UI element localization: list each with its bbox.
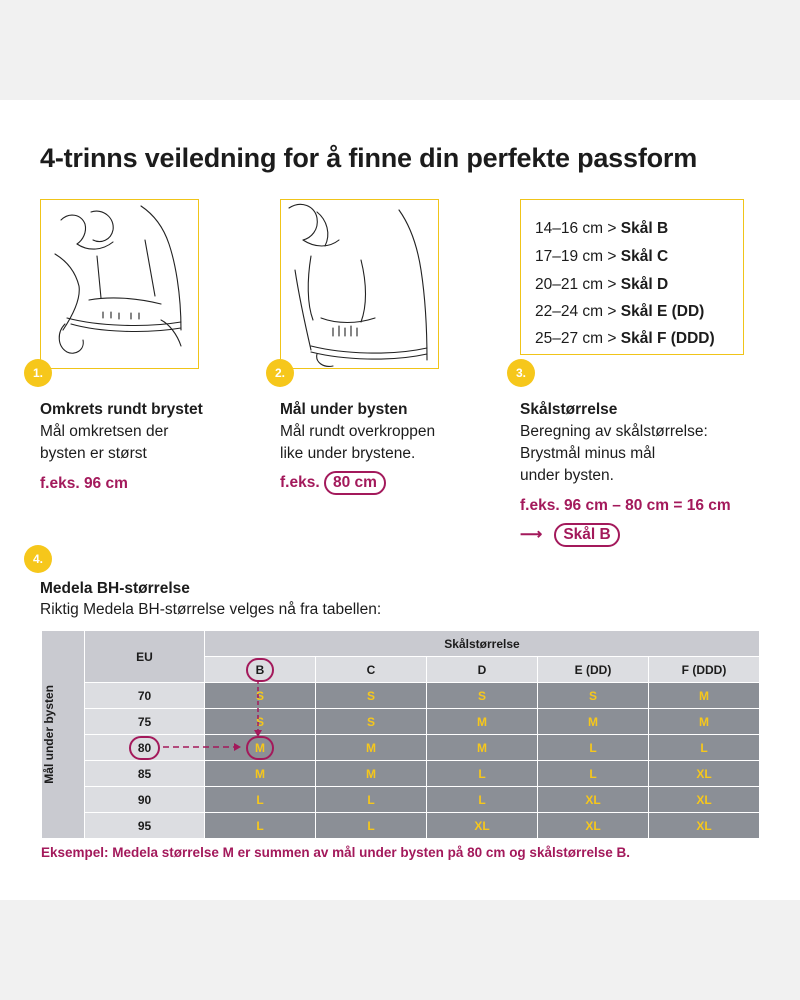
cup-header-d: D [427,657,538,683]
size-cell: L [649,735,760,761]
size-cell: L [538,735,649,761]
size-cell: XL [649,761,760,787]
example-prefix: f.eks. [280,474,320,491]
eu-size: 75 [85,709,205,735]
size-cell: S [205,709,316,735]
size-cell: XL [649,813,760,839]
cup-range: 17–19 cm > [535,248,617,265]
size-highlight: M [246,736,274,760]
result-highlight: Skål B [554,523,619,547]
cup-label: Skål E (DD) [620,303,705,320]
step-line: Brystmål minus mål [520,445,656,462]
size-cell: M [649,683,760,709]
step-line: like under brystene. [280,445,416,462]
cup-range: 14–16 cm > [535,220,617,237]
size-cell: XL [538,787,649,813]
arrow-right-icon [234,743,241,751]
size-guide-card [0,100,800,900]
step-4-badge: 4. [24,545,52,573]
step-heading: Omkrets rundt brystet [40,401,203,418]
cup-header-f: F (DDD) [649,657,760,683]
side-label: Mål under bysten [42,685,56,784]
size-cell: L [316,813,427,839]
eu-size: 85 [85,761,205,787]
size-cell: L [316,787,427,813]
size-cell: S [316,709,427,735]
size-cell: M [205,761,316,787]
guide-arrows [0,100,800,900]
step-example: f.eks. 96 cm – 80 cm = 16 cm [520,497,731,514]
step-3-badge: 3. [507,359,535,387]
cup-label: Skål D [620,276,669,293]
size-cell: L [538,761,649,787]
eu-size: 95 [85,813,205,839]
cup-label: Skål F (DDD) [620,330,715,347]
size-cell: M [538,709,649,735]
cup-label: Skål B [620,220,669,237]
size-cell: S [538,683,649,709]
size-cell: L [205,787,316,813]
cup-range: 20–21 cm > [535,276,617,293]
size-cell: XL [427,813,538,839]
step-line: under bysten. [520,467,614,484]
step-heading: Mål under bysten [280,401,408,418]
step-2-badge: 2. [266,359,294,387]
eu-size: 70 [85,683,205,709]
size-cell: M [316,761,427,787]
step-line: Beregning av skålstørrelse: [520,423,708,440]
example-note: Eksempel: Medela størrelse M er summen av mål under bysten på 80 cm og skålstørrelse B. [41,845,630,860]
cup-range: 22–24 cm > [535,303,617,320]
arrow-right-icon: ⟶ [520,526,543,543]
step-4-heading: Medela BH-størrelse [40,580,190,597]
cup-label: Skål C [620,248,669,265]
size-cell: M [427,735,538,761]
example-value-highlight: 80 cm [324,471,386,495]
cup-size-header: Skålstørrelse [205,631,760,657]
size-cell: S [316,683,427,709]
eu-header: EU [85,631,205,683]
size-cell: L [427,761,538,787]
cup-b-highlight: B [246,658,275,682]
cup-header-c: C [316,657,427,683]
step-4-subtitle: Riktig Medela BH-størrelse velges nå fra tabellen: [40,601,382,618]
cup-header-e: E (DD) [538,657,649,683]
size-cell: L [427,787,538,813]
step-heading: Skålstørrelse [520,401,618,418]
step-example: f.eks. 96 cm [40,475,128,492]
step-line: bysten er størst [40,445,147,462]
step-line: Mål omkretsen der [40,423,169,440]
eu-size: 90 [85,787,205,813]
size-cell: XL [538,813,649,839]
page-title: 4-trinns veiledning for å finne din perfekte passform [40,143,698,173]
cup-range: 25–27 cm > [535,330,617,347]
size-cell: M [649,709,760,735]
step-1-badge: 1. [24,359,52,387]
size-cell: L [205,813,316,839]
size-cell: S [427,683,538,709]
size-cell: S [205,683,316,709]
size-cell: M [316,735,427,761]
eu-size-highlight: 80 [129,736,160,760]
size-cell: XL [649,787,760,813]
arrow-down-icon [254,730,262,737]
step-line: Mål rundt overkroppen [280,423,436,440]
size-cell: M [427,709,538,735]
